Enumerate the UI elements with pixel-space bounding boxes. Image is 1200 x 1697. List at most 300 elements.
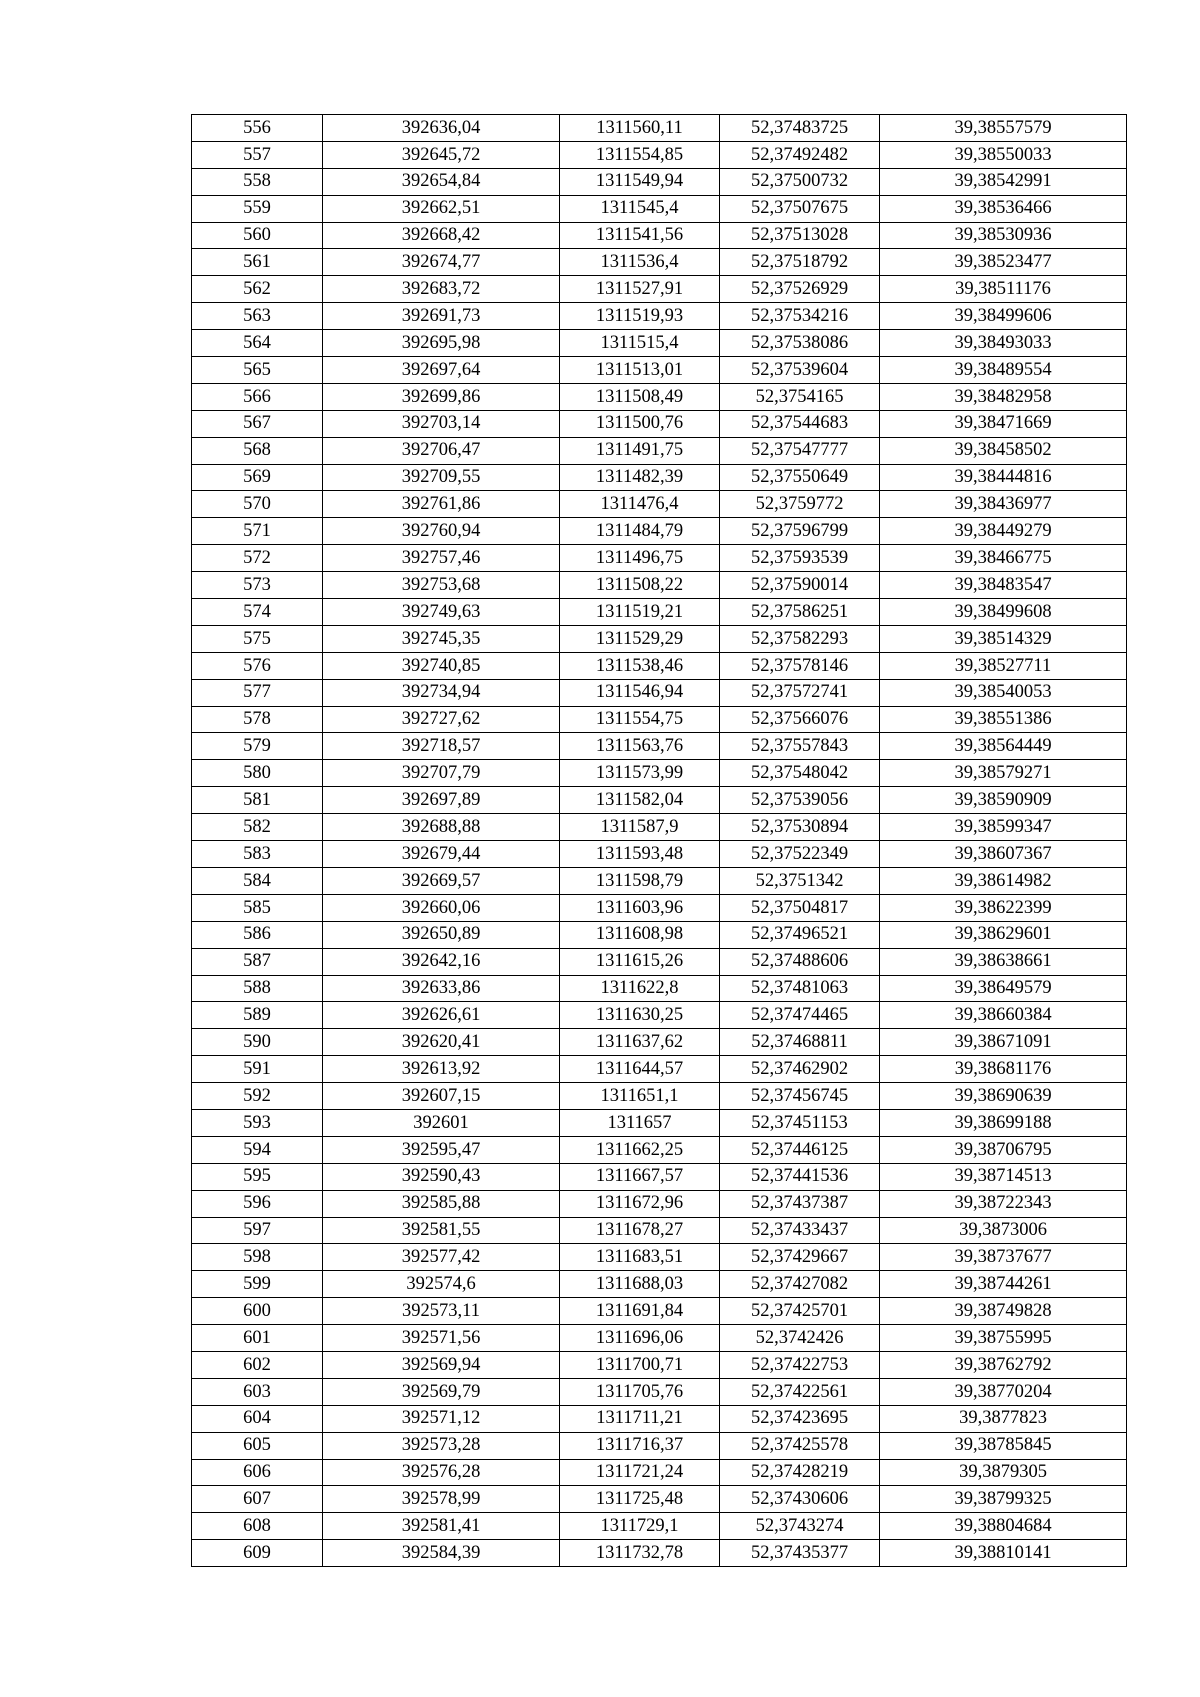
- point-number-cell: 608: [192, 1513, 323, 1540]
- table-row: [192, 760, 1127, 787]
- latitude-cell: 52,37427082: [720, 1271, 880, 1298]
- latitude-cell: 52,37422561: [720, 1378, 880, 1405]
- latitude-cell: 52,37518792: [720, 249, 880, 276]
- latitude-cell: 52,37441536: [720, 1163, 880, 1190]
- table-row: [192, 464, 1127, 491]
- table-row: [192, 1325, 1127, 1352]
- x-coordinate-cell: 392660,06: [323, 894, 560, 921]
- y-coordinate-cell: 1311587,9: [560, 814, 720, 841]
- latitude-cell: 52,37548042: [720, 760, 880, 787]
- x-coordinate-cell: 392695,98: [323, 330, 560, 357]
- table-row: [192, 249, 1127, 276]
- point-number-cell: 579: [192, 733, 323, 760]
- longitude-cell: 39,38564449: [880, 733, 1127, 760]
- x-coordinate-cell: 392688,88: [323, 814, 560, 841]
- latitude-cell: 52,3754165: [720, 383, 880, 410]
- x-coordinate-cell: 392584,39: [323, 1540, 560, 1567]
- latitude-cell: 52,37430606: [720, 1486, 880, 1513]
- y-coordinate-cell: 1311705,76: [560, 1378, 720, 1405]
- x-coordinate-cell: 392703,14: [323, 410, 560, 437]
- table-row: [192, 1244, 1127, 1271]
- longitude-cell: 39,38785845: [880, 1432, 1127, 1459]
- x-coordinate-cell: 392674,77: [323, 249, 560, 276]
- longitude-cell: 39,3873006: [880, 1217, 1127, 1244]
- longitude-cell: 39,38444816: [880, 464, 1127, 491]
- y-coordinate-cell: 1311554,75: [560, 706, 720, 733]
- point-number-cell: 590: [192, 1029, 323, 1056]
- x-coordinate-cell: 392581,55: [323, 1217, 560, 1244]
- longitude-cell: 39,38681176: [880, 1056, 1127, 1083]
- longitude-cell: 39,38737677: [880, 1244, 1127, 1271]
- point-number-cell: 589: [192, 1002, 323, 1029]
- x-coordinate-cell: 392576,28: [323, 1459, 560, 1486]
- point-number-cell: 584: [192, 867, 323, 894]
- x-coordinate-cell: 392753,68: [323, 572, 560, 599]
- longitude-cell: 39,38466775: [880, 545, 1127, 572]
- latitude-cell: 52,37488606: [720, 948, 880, 975]
- table-row: [192, 330, 1127, 357]
- latitude-cell: 52,3759772: [720, 491, 880, 518]
- y-coordinate-cell: 1311678,27: [560, 1217, 720, 1244]
- point-number-cell: 607: [192, 1486, 323, 1513]
- x-coordinate-cell: 392662,51: [323, 195, 560, 222]
- point-number-cell: 566: [192, 383, 323, 410]
- table-row: [192, 383, 1127, 410]
- table-row: [192, 814, 1127, 841]
- point-number-cell: 599: [192, 1271, 323, 1298]
- point-number-cell: 593: [192, 1109, 323, 1136]
- latitude-cell: 52,37547777: [720, 437, 880, 464]
- y-coordinate-cell: 1311476,4: [560, 491, 720, 518]
- point-number-cell: 605: [192, 1432, 323, 1459]
- point-number-cell: 603: [192, 1378, 323, 1405]
- point-number-cell: 606: [192, 1459, 323, 1486]
- longitude-cell: 39,38550033: [880, 141, 1127, 168]
- latitude-cell: 52,37550649: [720, 464, 880, 491]
- latitude-cell: 52,37492482: [720, 141, 880, 168]
- x-coordinate-cell: 392569,79: [323, 1378, 560, 1405]
- longitude-cell: 39,38599347: [880, 814, 1127, 841]
- point-number-cell: 581: [192, 787, 323, 814]
- table-row: [192, 168, 1127, 195]
- table-row: [192, 1513, 1127, 1540]
- y-coordinate-cell: 1311541,56: [560, 222, 720, 249]
- latitude-cell: 52,37422753: [720, 1351, 880, 1378]
- table-row: [192, 518, 1127, 545]
- table-row: [192, 1298, 1127, 1325]
- y-coordinate-cell: 1311651,1: [560, 1083, 720, 1110]
- table-row: [192, 625, 1127, 652]
- table-row: [192, 572, 1127, 599]
- longitude-cell: 39,38690639: [880, 1083, 1127, 1110]
- table-row: [192, 1029, 1127, 1056]
- point-number-cell: 596: [192, 1190, 323, 1217]
- longitude-cell: 39,38770204: [880, 1378, 1127, 1405]
- point-number-cell: 560: [192, 222, 323, 249]
- longitude-cell: 39,38471669: [880, 410, 1127, 437]
- y-coordinate-cell: 1311630,25: [560, 1002, 720, 1029]
- latitude-cell: 52,3743274: [720, 1513, 880, 1540]
- table-row: [192, 679, 1127, 706]
- y-coordinate-cell: 1311496,75: [560, 545, 720, 572]
- x-coordinate-cell: 392749,63: [323, 599, 560, 626]
- table-row: [192, 1432, 1127, 1459]
- point-number-cell: 574: [192, 599, 323, 626]
- x-coordinate-cell: 392571,56: [323, 1325, 560, 1352]
- longitude-cell: 39,38660384: [880, 1002, 1127, 1029]
- x-coordinate-cell: 392650,89: [323, 921, 560, 948]
- y-coordinate-cell: 1311622,8: [560, 975, 720, 1002]
- x-coordinate-cell: 392734,94: [323, 679, 560, 706]
- x-coordinate-cell: 392709,55: [323, 464, 560, 491]
- point-number-cell: 561: [192, 249, 323, 276]
- latitude-cell: 52,37544683: [720, 410, 880, 437]
- point-number-cell: 564: [192, 330, 323, 357]
- longitude-cell: 39,38755995: [880, 1325, 1127, 1352]
- y-coordinate-cell: 1311725,48: [560, 1486, 720, 1513]
- table-row: [192, 357, 1127, 384]
- longitude-cell: 39,38804684: [880, 1513, 1127, 1540]
- latitude-cell: 52,37425701: [720, 1298, 880, 1325]
- longitude-cell: 39,38762792: [880, 1351, 1127, 1378]
- table-row: [192, 867, 1127, 894]
- y-coordinate-cell: 1311603,96: [560, 894, 720, 921]
- longitude-cell: 39,38458502: [880, 437, 1127, 464]
- x-coordinate-cell: 392761,86: [323, 491, 560, 518]
- point-number-cell: 585: [192, 894, 323, 921]
- latitude-cell: 52,37578146: [720, 652, 880, 679]
- y-coordinate-cell: 1311519,93: [560, 303, 720, 330]
- point-number-cell: 576: [192, 652, 323, 679]
- table-row: [192, 1459, 1127, 1486]
- longitude-cell: 39,38671091: [880, 1029, 1127, 1056]
- point-number-cell: 578: [192, 706, 323, 733]
- latitude-cell: 52,3742426: [720, 1325, 880, 1352]
- y-coordinate-cell: 1311644,57: [560, 1056, 720, 1083]
- point-number-cell: 572: [192, 545, 323, 572]
- x-coordinate-cell: 392757,46: [323, 545, 560, 572]
- longitude-cell: 39,38499606: [880, 303, 1127, 330]
- y-coordinate-cell: 1311657: [560, 1109, 720, 1136]
- longitude-cell: 39,38744261: [880, 1271, 1127, 1298]
- table-row: [192, 1378, 1127, 1405]
- longitude-cell: 39,3877823: [880, 1405, 1127, 1432]
- latitude-cell: 52,37534216: [720, 303, 880, 330]
- latitude-cell: 52,37566076: [720, 706, 880, 733]
- table-row: [192, 652, 1127, 679]
- latitude-cell: 52,37538086: [720, 330, 880, 357]
- table-row: [192, 276, 1127, 303]
- y-coordinate-cell: 1311482,39: [560, 464, 720, 491]
- longitude-cell: 39,38706795: [880, 1136, 1127, 1163]
- longitude-cell: 39,38614982: [880, 867, 1127, 894]
- y-coordinate-cell: 1311519,21: [560, 599, 720, 626]
- latitude-cell: 52,37423695: [720, 1405, 880, 1432]
- longitude-cell: 39,38810141: [880, 1540, 1127, 1567]
- point-number-cell: 602: [192, 1351, 323, 1378]
- latitude-cell: 52,37582293: [720, 625, 880, 652]
- table-row: [192, 1540, 1127, 1567]
- table-row: [192, 1136, 1127, 1163]
- latitude-cell: 52,37433437: [720, 1217, 880, 1244]
- point-number-cell: 583: [192, 841, 323, 868]
- latitude-cell: 52,37513028: [720, 222, 880, 249]
- latitude-cell: 52,37590014: [720, 572, 880, 599]
- latitude-cell: 52,37522349: [720, 841, 880, 868]
- point-number-cell: 565: [192, 357, 323, 384]
- x-coordinate-cell: 392654,84: [323, 168, 560, 195]
- latitude-cell: 52,37572741: [720, 679, 880, 706]
- latitude-cell: 52,37456745: [720, 1083, 880, 1110]
- point-number-cell: 557: [192, 141, 323, 168]
- x-coordinate-cell: 392571,12: [323, 1405, 560, 1432]
- table-row: [192, 1190, 1127, 1217]
- x-coordinate-cell: 392573,11: [323, 1298, 560, 1325]
- x-coordinate-cell: 392697,64: [323, 357, 560, 384]
- point-number-cell: 587: [192, 948, 323, 975]
- latitude-cell: 52,37507675: [720, 195, 880, 222]
- point-number-cell: 568: [192, 437, 323, 464]
- x-coordinate-cell: 392577,42: [323, 1244, 560, 1271]
- longitude-cell: 39,38536466: [880, 195, 1127, 222]
- y-coordinate-cell: 1311536,4: [560, 249, 720, 276]
- longitude-cell: 39,38714513: [880, 1163, 1127, 1190]
- y-coordinate-cell: 1311529,29: [560, 625, 720, 652]
- y-coordinate-cell: 1311700,71: [560, 1351, 720, 1378]
- point-number-cell: 598: [192, 1244, 323, 1271]
- longitude-cell: 39,38514329: [880, 625, 1127, 652]
- y-coordinate-cell: 1311598,79: [560, 867, 720, 894]
- y-coordinate-cell: 1311688,03: [560, 1271, 720, 1298]
- table-row: [192, 1405, 1127, 1432]
- table-row: [192, 1271, 1127, 1298]
- point-number-cell: 604: [192, 1405, 323, 1432]
- y-coordinate-cell: 1311508,22: [560, 572, 720, 599]
- y-coordinate-cell: 1311615,26: [560, 948, 720, 975]
- table-row: [192, 1056, 1127, 1083]
- table-row: [192, 1002, 1127, 1029]
- point-number-cell: 600: [192, 1298, 323, 1325]
- x-coordinate-cell: 392601: [323, 1109, 560, 1136]
- latitude-cell: 52,37504817: [720, 894, 880, 921]
- latitude-cell: 52,37539604: [720, 357, 880, 384]
- latitude-cell: 52,37496521: [720, 921, 880, 948]
- x-coordinate-cell: 392707,79: [323, 760, 560, 787]
- longitude-cell: 39,38542991: [880, 168, 1127, 195]
- table-row: [192, 1351, 1127, 1378]
- point-number-cell: 571: [192, 518, 323, 545]
- point-number-cell: 558: [192, 168, 323, 195]
- x-coordinate-cell: 392595,47: [323, 1136, 560, 1163]
- y-coordinate-cell: 1311500,76: [560, 410, 720, 437]
- latitude-cell: 52,37446125: [720, 1136, 880, 1163]
- coordinates-table: [191, 114, 1127, 1567]
- table-row: [192, 841, 1127, 868]
- longitude-cell: 39,38590909: [880, 787, 1127, 814]
- table-row: [192, 141, 1127, 168]
- point-number-cell: 588: [192, 975, 323, 1002]
- y-coordinate-cell: 1311729,1: [560, 1513, 720, 1540]
- x-coordinate-cell: 392569,94: [323, 1351, 560, 1378]
- table-row: [192, 1163, 1127, 1190]
- point-number-cell: 582: [192, 814, 323, 841]
- point-number-cell: 597: [192, 1217, 323, 1244]
- y-coordinate-cell: 1311683,51: [560, 1244, 720, 1271]
- table-row: [192, 491, 1127, 518]
- latitude-cell: 52,37474465: [720, 1002, 880, 1029]
- y-coordinate-cell: 1311667,57: [560, 1163, 720, 1190]
- longitude-cell: 39,38629601: [880, 921, 1127, 948]
- latitude-cell: 52,37530894: [720, 814, 880, 841]
- point-number-cell: 595: [192, 1163, 323, 1190]
- point-number-cell: 591: [192, 1056, 323, 1083]
- x-coordinate-cell: 392642,16: [323, 948, 560, 975]
- table-row: [192, 1083, 1127, 1110]
- longitude-cell: 39,38799325: [880, 1486, 1127, 1513]
- x-coordinate-cell: 392745,35: [323, 625, 560, 652]
- latitude-cell: 52,37437387: [720, 1190, 880, 1217]
- y-coordinate-cell: 1311560,11: [560, 115, 720, 142]
- point-number-cell: 569: [192, 464, 323, 491]
- longitude-cell: 39,38449279: [880, 518, 1127, 545]
- y-coordinate-cell: 1311732,78: [560, 1540, 720, 1567]
- x-coordinate-cell: 392633,86: [323, 975, 560, 1002]
- point-number-cell: 592: [192, 1083, 323, 1110]
- table-row: [192, 921, 1127, 948]
- point-number-cell: 575: [192, 625, 323, 652]
- x-coordinate-cell: 392669,57: [323, 867, 560, 894]
- latitude-cell: 52,37586251: [720, 599, 880, 626]
- longitude-cell: 39,38557579: [880, 115, 1127, 142]
- longitude-cell: 39,38551386: [880, 706, 1127, 733]
- y-coordinate-cell: 1311513,01: [560, 357, 720, 384]
- table-row: [192, 303, 1127, 330]
- table-row: [192, 948, 1127, 975]
- longitude-cell: 39,38749828: [880, 1298, 1127, 1325]
- x-coordinate-cell: 392760,94: [323, 518, 560, 545]
- longitude-cell: 39,38482958: [880, 383, 1127, 410]
- latitude-cell: 52,37596799: [720, 518, 880, 545]
- table-row: [192, 222, 1127, 249]
- x-coordinate-cell: 392620,41: [323, 1029, 560, 1056]
- latitude-cell: 52,37425578: [720, 1432, 880, 1459]
- point-number-cell: 562: [192, 276, 323, 303]
- y-coordinate-cell: 1311545,4: [560, 195, 720, 222]
- point-number-cell: 570: [192, 491, 323, 518]
- point-number-cell: 577: [192, 679, 323, 706]
- table-row: [192, 195, 1127, 222]
- point-number-cell: 559: [192, 195, 323, 222]
- table-row: [192, 733, 1127, 760]
- x-coordinate-cell: 392574,6: [323, 1271, 560, 1298]
- y-coordinate-cell: 1311711,21: [560, 1405, 720, 1432]
- longitude-cell: 39,38483547: [880, 572, 1127, 599]
- latitude-cell: 52,37593539: [720, 545, 880, 572]
- latitude-cell: 52,37428219: [720, 1459, 880, 1486]
- y-coordinate-cell: 1311637,62: [560, 1029, 720, 1056]
- longitude-cell: 39,38579271: [880, 760, 1127, 787]
- x-coordinate-cell: 392573,28: [323, 1432, 560, 1459]
- coordinates-table-body: [192, 115, 1127, 1567]
- table-row: [192, 410, 1127, 437]
- x-coordinate-cell: 392585,88: [323, 1190, 560, 1217]
- x-coordinate-cell: 392699,86: [323, 383, 560, 410]
- y-coordinate-cell: 1311662,25: [560, 1136, 720, 1163]
- table-row: [192, 115, 1127, 142]
- point-number-cell: 573: [192, 572, 323, 599]
- x-coordinate-cell: 392727,62: [323, 706, 560, 733]
- latitude-cell: 52,37429667: [720, 1244, 880, 1271]
- latitude-cell: 52,37435377: [720, 1540, 880, 1567]
- y-coordinate-cell: 1311546,94: [560, 679, 720, 706]
- x-coordinate-cell: 392668,42: [323, 222, 560, 249]
- table-row: [192, 599, 1127, 626]
- point-number-cell: 594: [192, 1136, 323, 1163]
- longitude-cell: 39,38436977: [880, 491, 1127, 518]
- longitude-cell: 39,38530936: [880, 222, 1127, 249]
- point-number-cell: 567: [192, 410, 323, 437]
- x-coordinate-cell: 392613,92: [323, 1056, 560, 1083]
- table-row: [192, 437, 1127, 464]
- y-coordinate-cell: 1311672,96: [560, 1190, 720, 1217]
- latitude-cell: 52,37500732: [720, 168, 880, 195]
- latitude-cell: 52,37483725: [720, 115, 880, 142]
- y-coordinate-cell: 1311573,99: [560, 760, 720, 787]
- y-coordinate-cell: 1311515,4: [560, 330, 720, 357]
- latitude-cell: 52,3751342: [720, 867, 880, 894]
- y-coordinate-cell: 1311716,37: [560, 1432, 720, 1459]
- x-coordinate-cell: 392626,61: [323, 1002, 560, 1029]
- latitude-cell: 52,37451153: [720, 1109, 880, 1136]
- y-coordinate-cell: 1311721,24: [560, 1459, 720, 1486]
- longitude-cell: 39,38527711: [880, 652, 1127, 679]
- x-coordinate-cell: 392590,43: [323, 1163, 560, 1190]
- y-coordinate-cell: 1311696,06: [560, 1325, 720, 1352]
- longitude-cell: 39,38699188: [880, 1109, 1127, 1136]
- y-coordinate-cell: 1311582,04: [560, 787, 720, 814]
- y-coordinate-cell: 1311538,46: [560, 652, 720, 679]
- x-coordinate-cell: 392679,44: [323, 841, 560, 868]
- x-coordinate-cell: 392697,89: [323, 787, 560, 814]
- latitude-cell: 52,37557843: [720, 733, 880, 760]
- y-coordinate-cell: 1311608,98: [560, 921, 720, 948]
- x-coordinate-cell: 392636,04: [323, 115, 560, 142]
- longitude-cell: 39,3879305: [880, 1459, 1127, 1486]
- latitude-cell: 52,37526929: [720, 276, 880, 303]
- table-row: [192, 1217, 1127, 1244]
- longitude-cell: 39,38622399: [880, 894, 1127, 921]
- y-coordinate-cell: 1311508,49: [560, 383, 720, 410]
- table-row: [192, 1109, 1127, 1136]
- y-coordinate-cell: 1311593,48: [560, 841, 720, 868]
- table-row: [192, 894, 1127, 921]
- y-coordinate-cell: 1311549,94: [560, 168, 720, 195]
- y-coordinate-cell: 1311691,84: [560, 1298, 720, 1325]
- table-row: [192, 975, 1127, 1002]
- longitude-cell: 39,38511176: [880, 276, 1127, 303]
- x-coordinate-cell: 392691,73: [323, 303, 560, 330]
- x-coordinate-cell: 392581,41: [323, 1513, 560, 1540]
- x-coordinate-cell: 392607,15: [323, 1083, 560, 1110]
- longitude-cell: 39,38499608: [880, 599, 1127, 626]
- point-number-cell: 556: [192, 115, 323, 142]
- longitude-cell: 39,38649579: [880, 975, 1127, 1002]
- latitude-cell: 52,37539056: [720, 787, 880, 814]
- point-number-cell: 586: [192, 921, 323, 948]
- x-coordinate-cell: 392645,72: [323, 141, 560, 168]
- x-coordinate-cell: 392578,99: [323, 1486, 560, 1513]
- latitude-cell: 52,37462902: [720, 1056, 880, 1083]
